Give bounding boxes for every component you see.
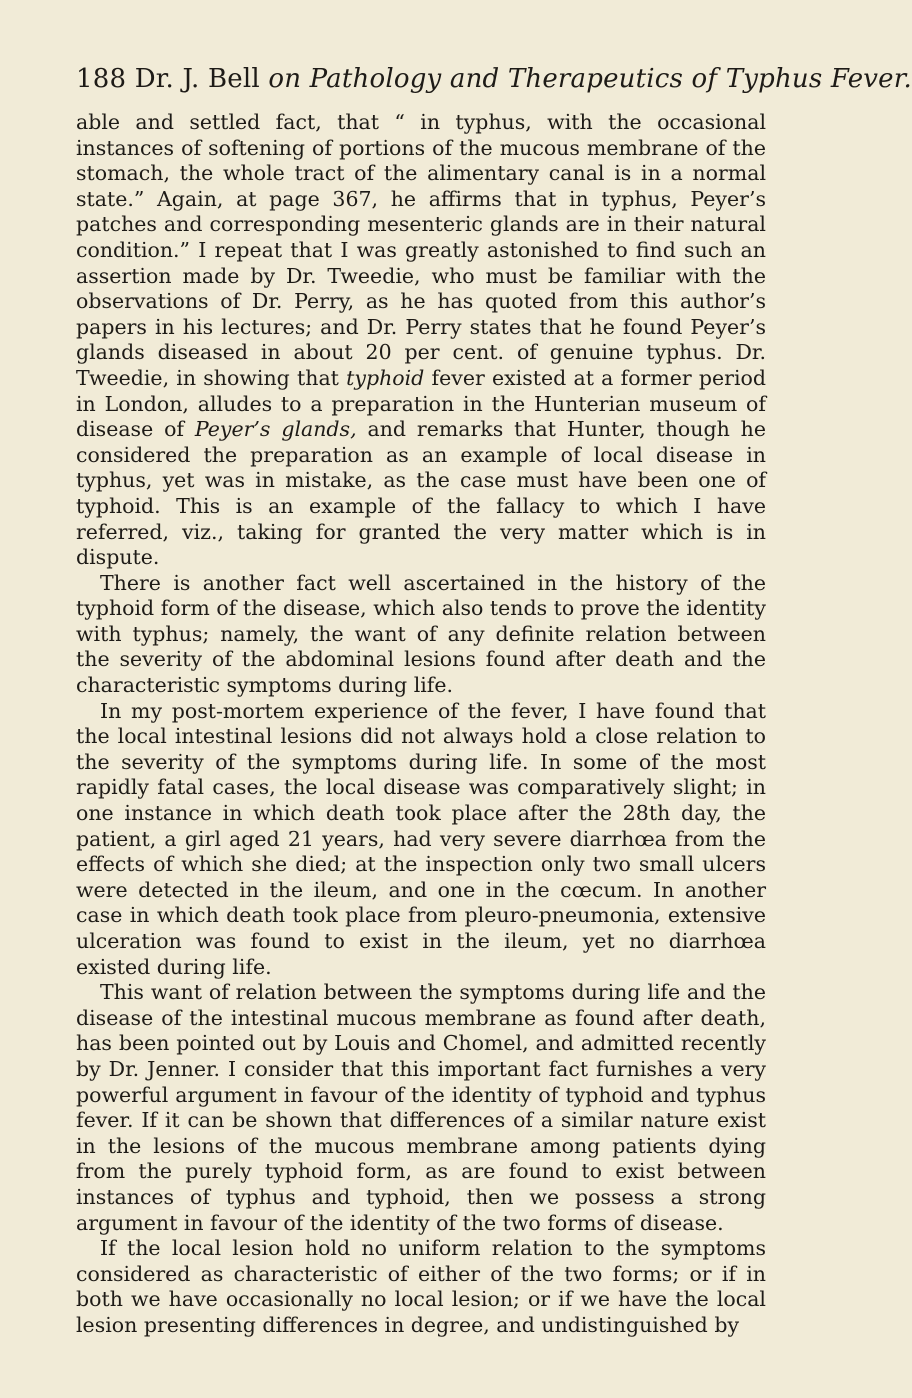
paragraph-3: In my post-mortem experience of the fever, I have found that the local intestinal lesions did not always hold a close relation to the severity of the symptoms during life. In some of the most rapidly fatal cases, the local disease was comparatively slight; in one instance in which death took place after the 28th day, the patient, a girl aged 21 years, had very severe diarrhœa from the effects of which she died; at the inspection only two small ulcers were detected in the ileum, and one in the cœcum. In another case in which death took place from pleuro-pneumonia, extensive ulceration was found to exist in the ileum, yet no diarrhœa existed during life. [76,698,766,979]
author-name: Dr. J. Bell [134,64,260,94]
paragraph-1-part-c: and remarks that Hunter, though he considered the preparation as an example of local disease in typhus, yet was in mistake, as the case must have been one of typhoid. This is an example of the fallacy to which I have referred, viz., taking for granted the very matter which is in dispute. [76,417,766,570]
paragraph-1 [76,110,766,571]
work-title: on Pathology and Therapeutics of Typhus Fever. [268,64,912,94]
italic-peyers-glands: Peyer’s glands, [194,417,357,442]
paragraph-2: There is another fact well ascertained in the history of the typhoid form of the disease, which also tends to prove the identity with typhus; namely, the want of any definite relation between the severity of the abdominal lesions found after death and the characteristic symptoms during life. [76,570,766,698]
page-number: 188 [76,64,127,94]
paragraph-5: If the local lesion hold no uniform relation to the symptoms considered as characteristic of either of the two forms; or if in both we have occasionally no local lesion; or if we have the local lesion presenting differences in degree, and undistinguished by [76,1236,766,1337]
paragraph-1-part-a: able and settled fact, that “ in typhus, with the occasional instances of softening of portions of the mucous membrane of the stomach, the whole tract of the alimentary canal is in a normal state.” Again, at page 367, he affirms that in typhus, Peyer’s patches and corresponding mesenteric glands are in their natural condition.” I repeat that I was greatly astonished to find such an assertion made by Dr. Tweedie, who must be familiar with the observations of Dr. Perry, as he has quoted from this author’s papers in his lectures; and Dr. Perry states that he found Peyer’s glands diseased in about 20 per cent. of genuine typhus. Dr. Tweedie, in showing that [76,110,766,390]
body-text [76,110,766,1339]
running-head [76,64,912,94]
italic-typhoid: typhoid [346,365,425,390]
paragraph-1-part-b: fever existed at a former period in London, alludes to a preparation in the Hunterian museum of disease of [76,365,766,442]
paragraph-4: This want of relation between the symptoms during life and the disease of the intestinal mucous membrane as found after death, has been pointed out by Louis and Chomel, and admitted recently by Dr. Jenner. I consider that this important fact furnishes a very powerful argument in favour of the identity of typhoid and typhus fever. If it can be shown that differences of a similar nature exist in the lesions of the mucous membrane among patients dying from the purely typhoid form, as are found to exist between instances of typhus and typhoid, then we possess a strong argument in favour of the identity of the two forms of disease. [76,980,766,1235]
